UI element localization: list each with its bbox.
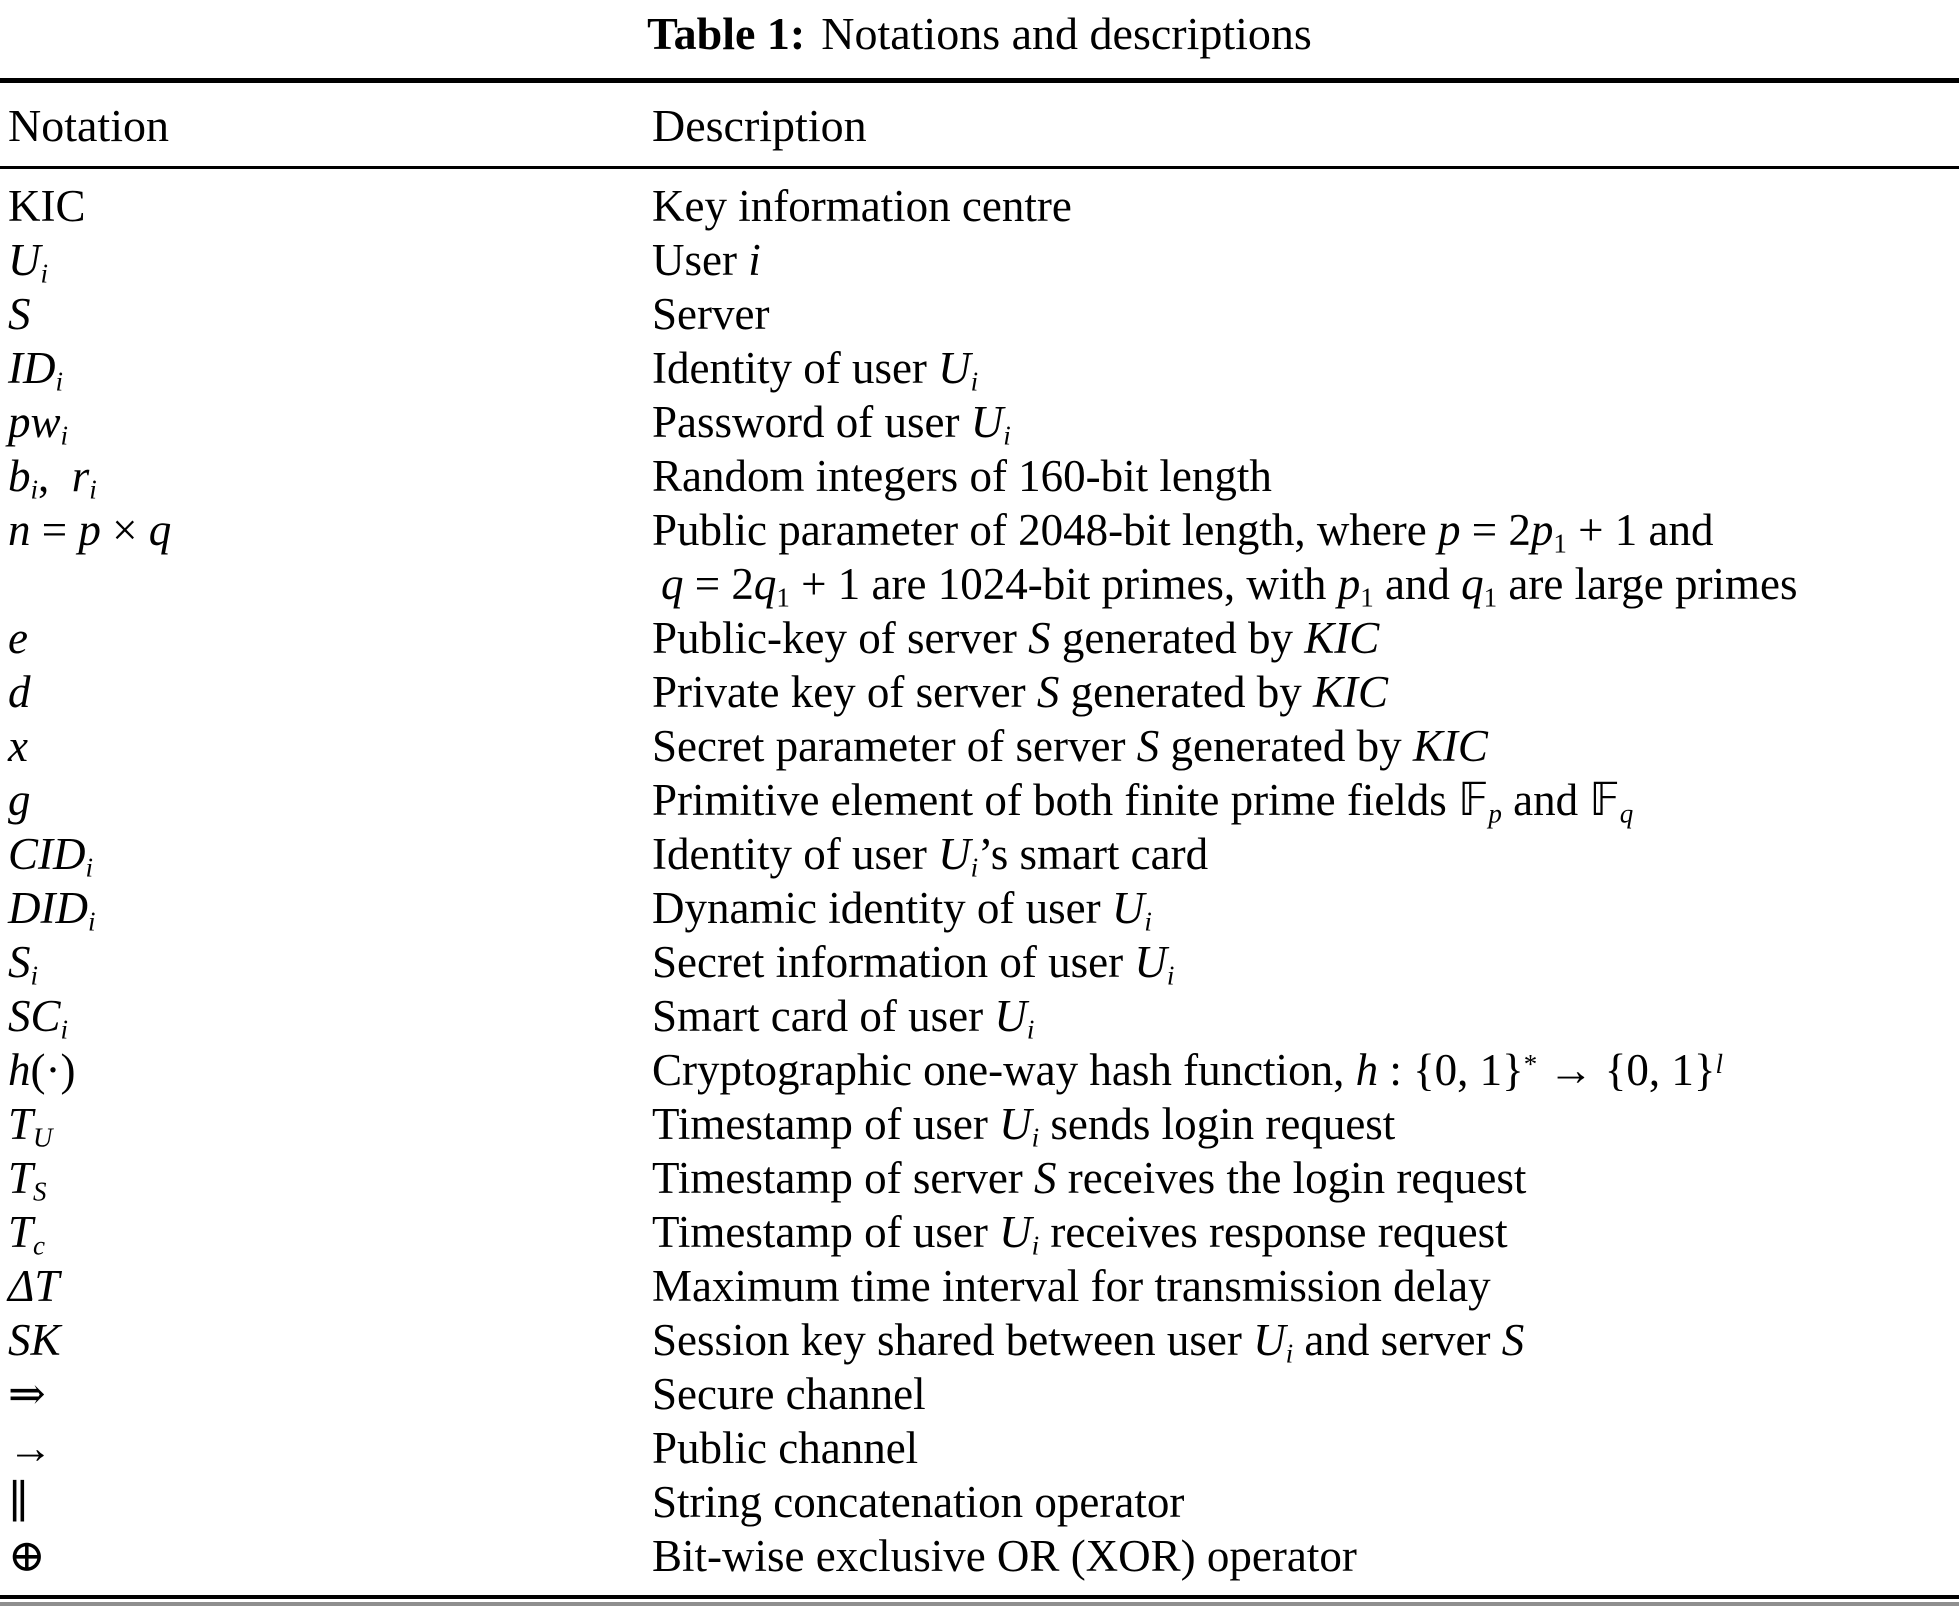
description-cell: Session key shared between user $U_i$ and server S — [652, 1315, 1525, 1369]
notation-cell: $CID_i$ — [8, 829, 94, 883]
table-caption — [0, 0, 1959, 60]
notation-cell: S — [8, 289, 31, 339]
table-row — [0, 1529, 1959, 1583]
table-row — [0, 827, 1959, 881]
notation-cell: SK — [8, 1315, 61, 1365]
notation-cell: $ID_i$ — [8, 343, 63, 397]
table-row — [0, 665, 1959, 719]
description-cell: Secret parameter of server S generated by KIC — [652, 721, 1488, 771]
notation-cell: n = p × q — [8, 505, 172, 555]
table-row — [0, 1151, 1959, 1205]
table-row — [0, 881, 1959, 935]
table-row — [0, 449, 1959, 503]
description-cell: Timestamp of user $U_i$ sends login request — [652, 1099, 1396, 1153]
table-caption-label: Table 1: — [647, 8, 806, 59]
notation-cell: h(·) — [8, 1045, 76, 1095]
description-cell: Public-key of server S generated by KIC — [652, 613, 1380, 663]
description-cell: Timestamp of user $U_i$ receives response request — [652, 1207, 1508, 1261]
notation-cell: $S_i$ — [8, 937, 39, 991]
notation-cell: KIC — [8, 181, 86, 231]
table-row — [0, 1043, 1959, 1097]
notation-cell: $pw_i$ — [8, 397, 69, 451]
table-header-row — [0, 83, 1959, 166]
description-cell: User i — [652, 235, 761, 285]
header-notation: Notation — [8, 100, 169, 151]
table-row — [0, 1475, 1959, 1529]
notation-cell: ∥ — [8, 1477, 29, 1527]
table-row — [0, 233, 1959, 287]
description-cell: String concatenation operator — [652, 1477, 1185, 1527]
table-row — [0, 611, 1959, 665]
description-cell: Smart card of user $U_i$ — [652, 991, 1035, 1045]
description-cell: Cryptographic one-way hash function, h : {0, 1}* → {0, 1}$^l$ — [652, 1045, 1723, 1095]
table-caption-text: Notations and descriptions — [821, 8, 1312, 59]
notation-cell: $T_c$ — [8, 1207, 46, 1261]
description-cell: Secure channel — [652, 1369, 926, 1419]
description-cell: Password of user $U_i$ — [652, 397, 1011, 451]
description-cell: Private key of server S generated by KIC — [652, 667, 1389, 717]
table-row — [0, 1421, 1959, 1475]
notation-cell: ⊕ — [8, 1531, 46, 1581]
table-row — [0, 1097, 1959, 1151]
table-row — [0, 719, 1959, 773]
description-cell: Secret information of user $U_i$ — [652, 937, 1175, 991]
table-row — [0, 1205, 1959, 1259]
notation-cell: $T_S$ — [8, 1153, 47, 1207]
table-row — [0, 395, 1959, 449]
table-row — [0, 935, 1959, 989]
description-cell: Public channel — [652, 1423, 919, 1473]
table-row — [0, 1313, 1959, 1367]
table-row — [0, 179, 1959, 233]
description-cell: Primitive element of both finite prime fields 𝔽$_p$ and 𝔽$_q$ — [652, 773, 1634, 829]
table-row — [0, 1259, 1959, 1313]
table-row — [0, 773, 1959, 827]
table-row — [0, 341, 1959, 395]
notation-cell: $T_U$ — [8, 1099, 53, 1153]
notation-cell: x — [8, 721, 28, 771]
description-cell: Maximum time interval for transmission delay — [652, 1261, 1491, 1311]
table-row — [0, 1367, 1959, 1421]
description-cell: Identity of user $U_i$ — [652, 343, 979, 397]
table-row — [0, 989, 1959, 1043]
table-row — [0, 503, 1959, 611]
notation-cell: → — [8, 1423, 53, 1473]
notation-table — [0, 78, 1959, 1606]
table-row — [0, 287, 1959, 341]
header-description: Description — [652, 100, 867, 151]
notation-cell: ΔT — [8, 1261, 60, 1311]
table-body — [0, 169, 1959, 1591]
notation-cell: $DID_i$ — [8, 883, 96, 937]
description-cell: Public parameter of 2048-bit length, where $p = 2p_1 + 1$ and $q = 2q_1 + 1$ are 1024-bit primes, with $p_1$ and $q_1$ are large primes — [652, 505, 1798, 613]
description-cell: Bit-wise exclusive OR (XOR) operator — [652, 1531, 1357, 1581]
notation-cell: ⇒ — [8, 1369, 46, 1419]
notation-cell: g — [8, 775, 31, 825]
notation-cell: d — [8, 667, 31, 717]
notation-cell: $U_i$ — [8, 235, 49, 289]
notation-cell: $b_i$, $r_i$ — [8, 451, 97, 505]
notation-cell: $SC_i$ — [8, 991, 69, 1045]
bottom-rule — [0, 1595, 1959, 1606]
notation-cell: e — [8, 613, 28, 663]
description-cell: Random integers of 160-bit length — [652, 451, 1272, 501]
description-cell: Timestamp of server S receives the login request — [652, 1153, 1527, 1203]
description-cell: Dynamic identity of user $U_i$ — [652, 883, 1152, 937]
description-cell: Key information centre — [652, 181, 1072, 231]
description-cell: Server — [652, 289, 770, 339]
description-cell: Identity of user $U_i’s$ smart card — [652, 829, 1209, 883]
